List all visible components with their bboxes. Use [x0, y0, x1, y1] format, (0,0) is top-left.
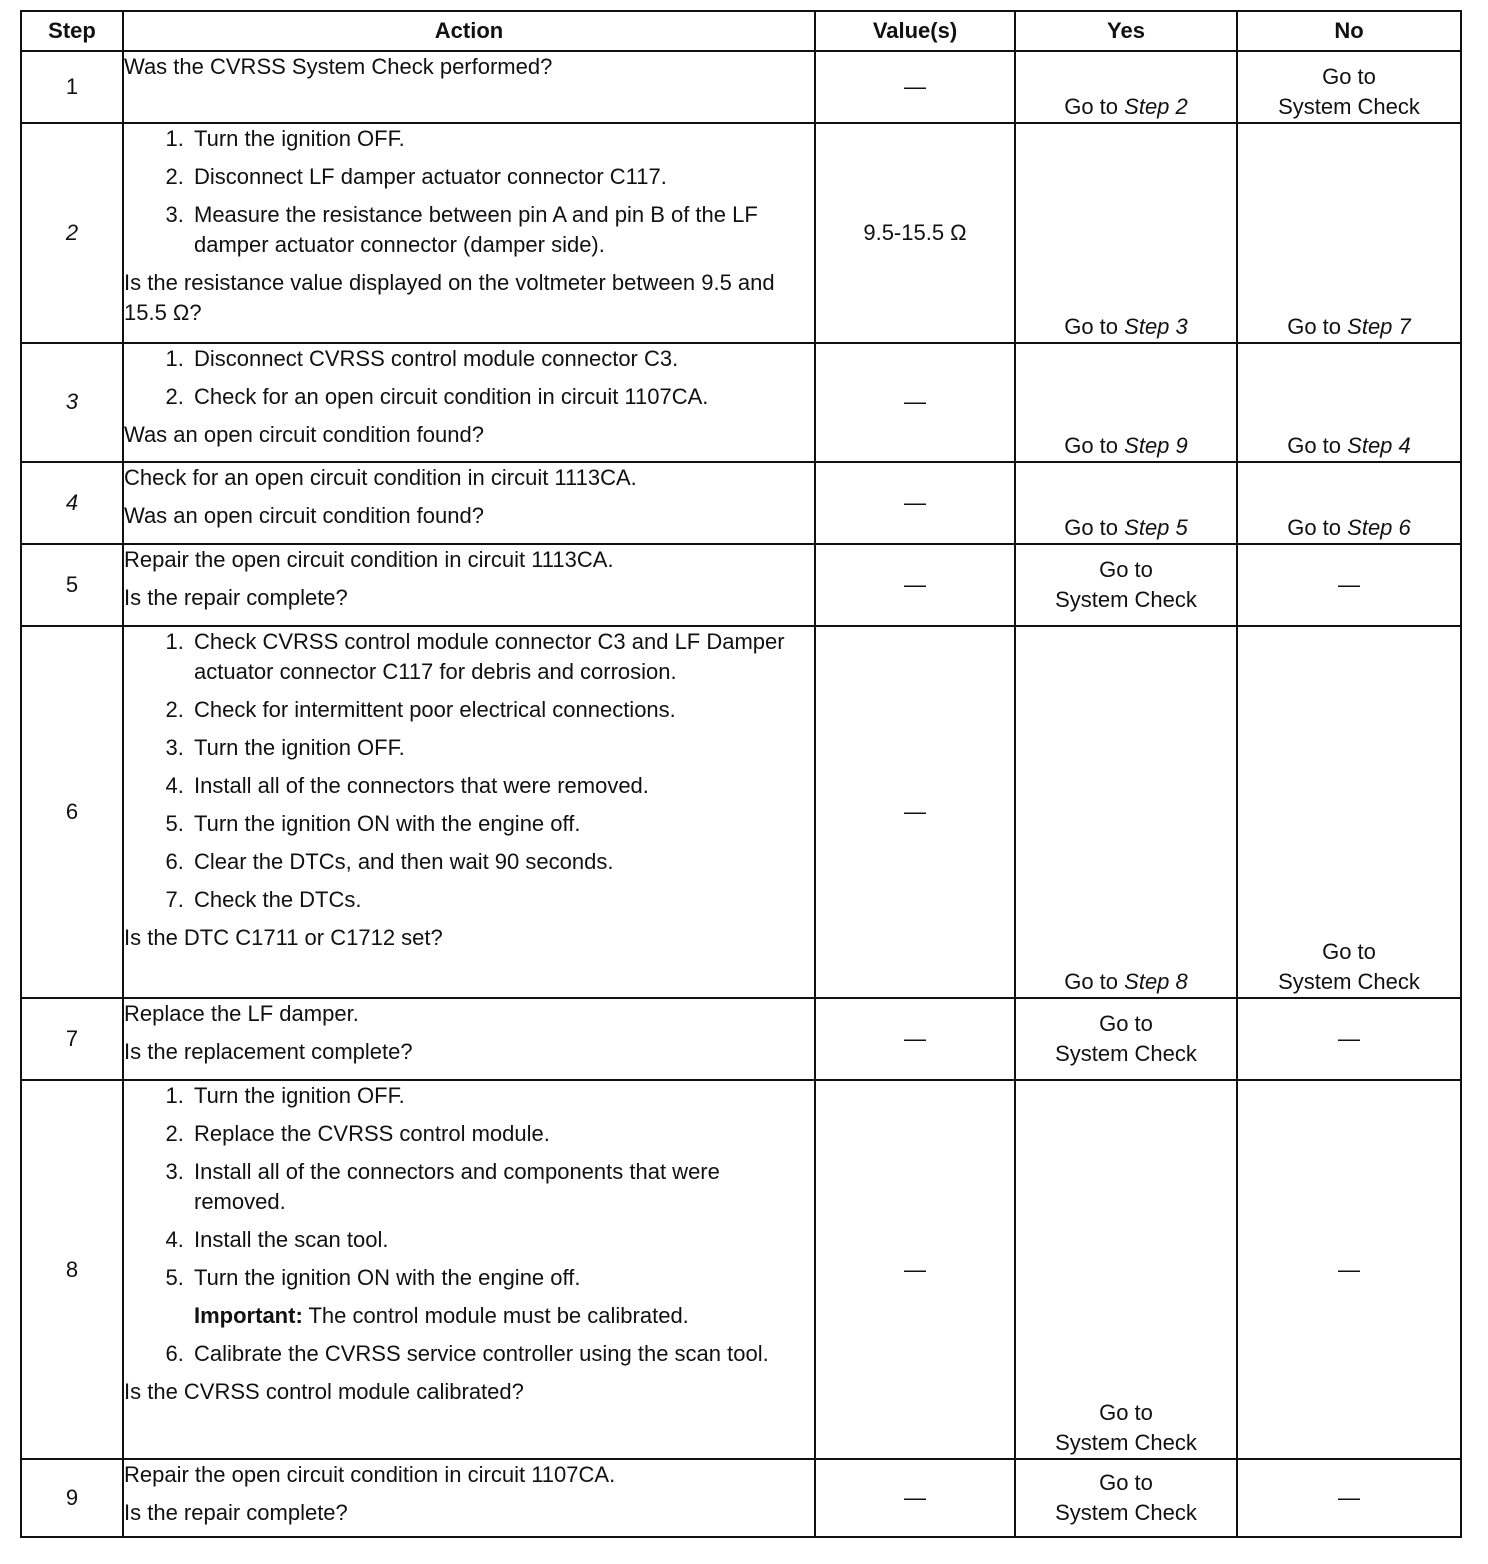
- step-link[interactable]: Step 9: [1124, 432, 1188, 458]
- action-list: [124, 344, 814, 412]
- step-link[interactable]: Step 4: [1347, 432, 1411, 458]
- no-cell: [1237, 123, 1461, 343]
- goto-prefix: Go to: [1287, 432, 1342, 458]
- system-check-link[interactable]: System Check: [1278, 94, 1420, 120]
- header-no: No: [1237, 11, 1461, 51]
- table-row: [21, 1080, 1461, 1459]
- table-row: [21, 123, 1461, 343]
- question-text: Was an open circuit condition found?: [124, 422, 484, 448]
- value-cell: —: [815, 462, 1015, 544]
- table-row: [21, 626, 1461, 999]
- table-row: [21, 1459, 1461, 1537]
- yes-cell: [1015, 1080, 1237, 1459]
- goto-prefix: Go to: [1099, 556, 1153, 582]
- value-cell: —: [815, 343, 1015, 461]
- goto-prefix: Go to: [1099, 1011, 1153, 1037]
- no-cell: —: [1237, 544, 1461, 626]
- question-text: Is the DTC C1711 or C1712 set?: [124, 924, 443, 950]
- table-row: [21, 343, 1461, 461]
- header-step: Step: [21, 11, 123, 51]
- action-list: [124, 1081, 814, 1293]
- goto-prefix: Go to: [1322, 64, 1376, 90]
- action-text: Check for an open circuit condition in circuit 1113CA.: [124, 464, 637, 490]
- yes-cell: [1015, 626, 1237, 999]
- action-item: 3. Turn the ignition OFF.: [190, 733, 814, 763]
- action-cell: [123, 1459, 815, 1537]
- action-item: 5. Turn the ignition ON with the engine off.: [190, 1263, 814, 1293]
- header-values: Value(s): [815, 11, 1015, 51]
- action-list: [124, 627, 814, 915]
- action-item: 3. Measure the resistance between pin A and pin B of the LF damper actuator connector (damper side).: [190, 200, 814, 260]
- action-text: Replace the LF damper.: [124, 1001, 359, 1027]
- goto-prefix: Go to: [1287, 314, 1342, 340]
- no-cell: —: [1237, 998, 1461, 1080]
- action-item: 3. Install all of the connectors and components that were removed.: [190, 1157, 814, 1217]
- goto-prefix: Go to: [1287, 514, 1342, 540]
- action-item: 6. Calibrate the CVRSS service controller using the scan tool.: [190, 1339, 814, 1369]
- diagnostic-table: [20, 10, 1462, 1538]
- important-label: Important:: [194, 1303, 303, 1329]
- system-check-link[interactable]: System Check: [1055, 1041, 1197, 1067]
- no-cell: —: [1237, 1080, 1461, 1459]
- action-cell: [123, 1080, 815, 1459]
- value-cell: —: [815, 626, 1015, 999]
- question-text: Is the resistance value displayed on the voltmeter between 9.5 and 15.5 Ω?: [124, 270, 775, 326]
- system-check-link[interactable]: System Check: [1055, 586, 1197, 612]
- action-item: 1. Check CVRSS control module connector C3 and LF Damper actuator connector C117 for debris and corrosion.: [190, 627, 814, 687]
- action-cell: [123, 51, 815, 123]
- step-number: 5: [21, 544, 123, 626]
- step-number: 8: [21, 1080, 123, 1459]
- header-action: Action: [123, 11, 815, 51]
- action-text: Repair the open circuit condition in circuit 1107CA.: [124, 1461, 616, 1487]
- step-number: 2: [21, 123, 123, 343]
- question-text: Is the repair complete?: [124, 584, 348, 610]
- goto-prefix: Go to: [1064, 514, 1119, 540]
- no-cell: [1237, 51, 1461, 123]
- action-item: 2. Check for intermittent poor electrical connections.: [190, 695, 814, 725]
- yes-cell: [1015, 998, 1237, 1080]
- action-cell: [123, 462, 815, 544]
- value-cell: 9.5-15.5 Ω: [815, 123, 1015, 343]
- table-row: [21, 462, 1461, 544]
- important-text: The control module must be calibrated.: [302, 1303, 689, 1329]
- action-list: [124, 124, 814, 260]
- goto-prefix: Go to: [1064, 94, 1119, 120]
- yes-cell: [1015, 544, 1237, 626]
- question-text: Is the CVRSS control module calibrated?: [124, 1379, 524, 1405]
- action-cell: [123, 626, 815, 999]
- header-yes: Yes: [1015, 11, 1237, 51]
- question-text: Was the CVRSS System Check performed?: [124, 54, 553, 79]
- value-cell: —: [815, 998, 1015, 1080]
- step-number: 4: [21, 462, 123, 544]
- action-text: Repair the open circuit condition in circuit 1113CA.: [124, 546, 614, 572]
- goto-prefix: Go to: [1064, 432, 1119, 458]
- system-check-link[interactable]: System Check: [1055, 1429, 1197, 1455]
- action-item: 1. Turn the ignition OFF.: [190, 1081, 814, 1111]
- step-link[interactable]: Step 3: [1124, 314, 1188, 340]
- step-number: 7: [21, 998, 123, 1080]
- action-item: 7. Check the DTCs.: [190, 885, 814, 915]
- action-item: 2. Replace the CVRSS control module.: [190, 1119, 814, 1149]
- step-number: 1: [21, 51, 123, 123]
- action-item: 2. Check for an open circuit condition in circuit 1107CA.: [190, 382, 814, 412]
- step-link[interactable]: Step 5: [1124, 514, 1188, 540]
- action-item: 4. Install all of the connectors that were removed.: [190, 771, 814, 801]
- no-cell: —: [1237, 1459, 1461, 1537]
- step-number: 3: [21, 343, 123, 461]
- action-cell: [123, 998, 815, 1080]
- step-link[interactable]: Step 2: [1124, 94, 1188, 120]
- yes-cell: [1015, 343, 1237, 461]
- value-cell: —: [815, 544, 1015, 626]
- question-text: Is the repair complete?: [124, 1499, 348, 1525]
- value-cell: —: [815, 51, 1015, 123]
- yes-cell: [1015, 1459, 1237, 1537]
- no-cell: [1237, 462, 1461, 544]
- action-cell: [123, 123, 815, 343]
- yes-cell: [1015, 51, 1237, 123]
- header-row: [21, 11, 1461, 51]
- goto-prefix: Go to: [1099, 1399, 1153, 1425]
- action-item: 1. Disconnect CVRSS control module connector C3.: [190, 344, 814, 374]
- value-cell: —: [815, 1459, 1015, 1537]
- system-check-link[interactable]: System Check: [1055, 1499, 1197, 1525]
- no-cell: [1237, 626, 1461, 999]
- question-text: Was an open circuit condition found?: [124, 502, 484, 528]
- important-note: [190, 1301, 814, 1331]
- goto-prefix: Go to: [1064, 314, 1119, 340]
- action-item: 6. Clear the DTCs, and then wait 90 seconds.: [190, 847, 814, 877]
- yes-cell: [1015, 462, 1237, 544]
- action-cell: [123, 544, 815, 626]
- no-cell: [1237, 343, 1461, 461]
- question-text: Is the replacement complete?: [124, 1039, 413, 1065]
- system-check-link[interactable]: System Check: [1278, 969, 1420, 995]
- yes-cell: [1015, 123, 1237, 343]
- step-link[interactable]: Step 7: [1347, 314, 1411, 340]
- table-row: [21, 998, 1461, 1080]
- step-link[interactable]: Step 8: [1124, 969, 1188, 995]
- step-number: 9: [21, 1459, 123, 1537]
- action-cell: [123, 343, 815, 461]
- action-item: 1. Turn the ignition OFF.: [190, 124, 814, 154]
- goto-prefix: Go to: [1322, 939, 1376, 965]
- table-row: [21, 544, 1461, 626]
- action-item: 2. Disconnect LF damper actuator connector C117.: [190, 162, 814, 192]
- step-link[interactable]: Step 6: [1347, 514, 1411, 540]
- step-number: 6: [21, 626, 123, 999]
- table-row: [21, 51, 1461, 123]
- action-list: [124, 1339, 814, 1369]
- value-cell: —: [815, 1080, 1015, 1459]
- goto-prefix: Go to: [1064, 969, 1119, 995]
- goto-prefix: Go to: [1099, 1469, 1153, 1495]
- action-item: 5. Turn the ignition ON with the engine off.: [190, 809, 814, 839]
- action-item: 4. Install the scan tool.: [190, 1225, 814, 1255]
